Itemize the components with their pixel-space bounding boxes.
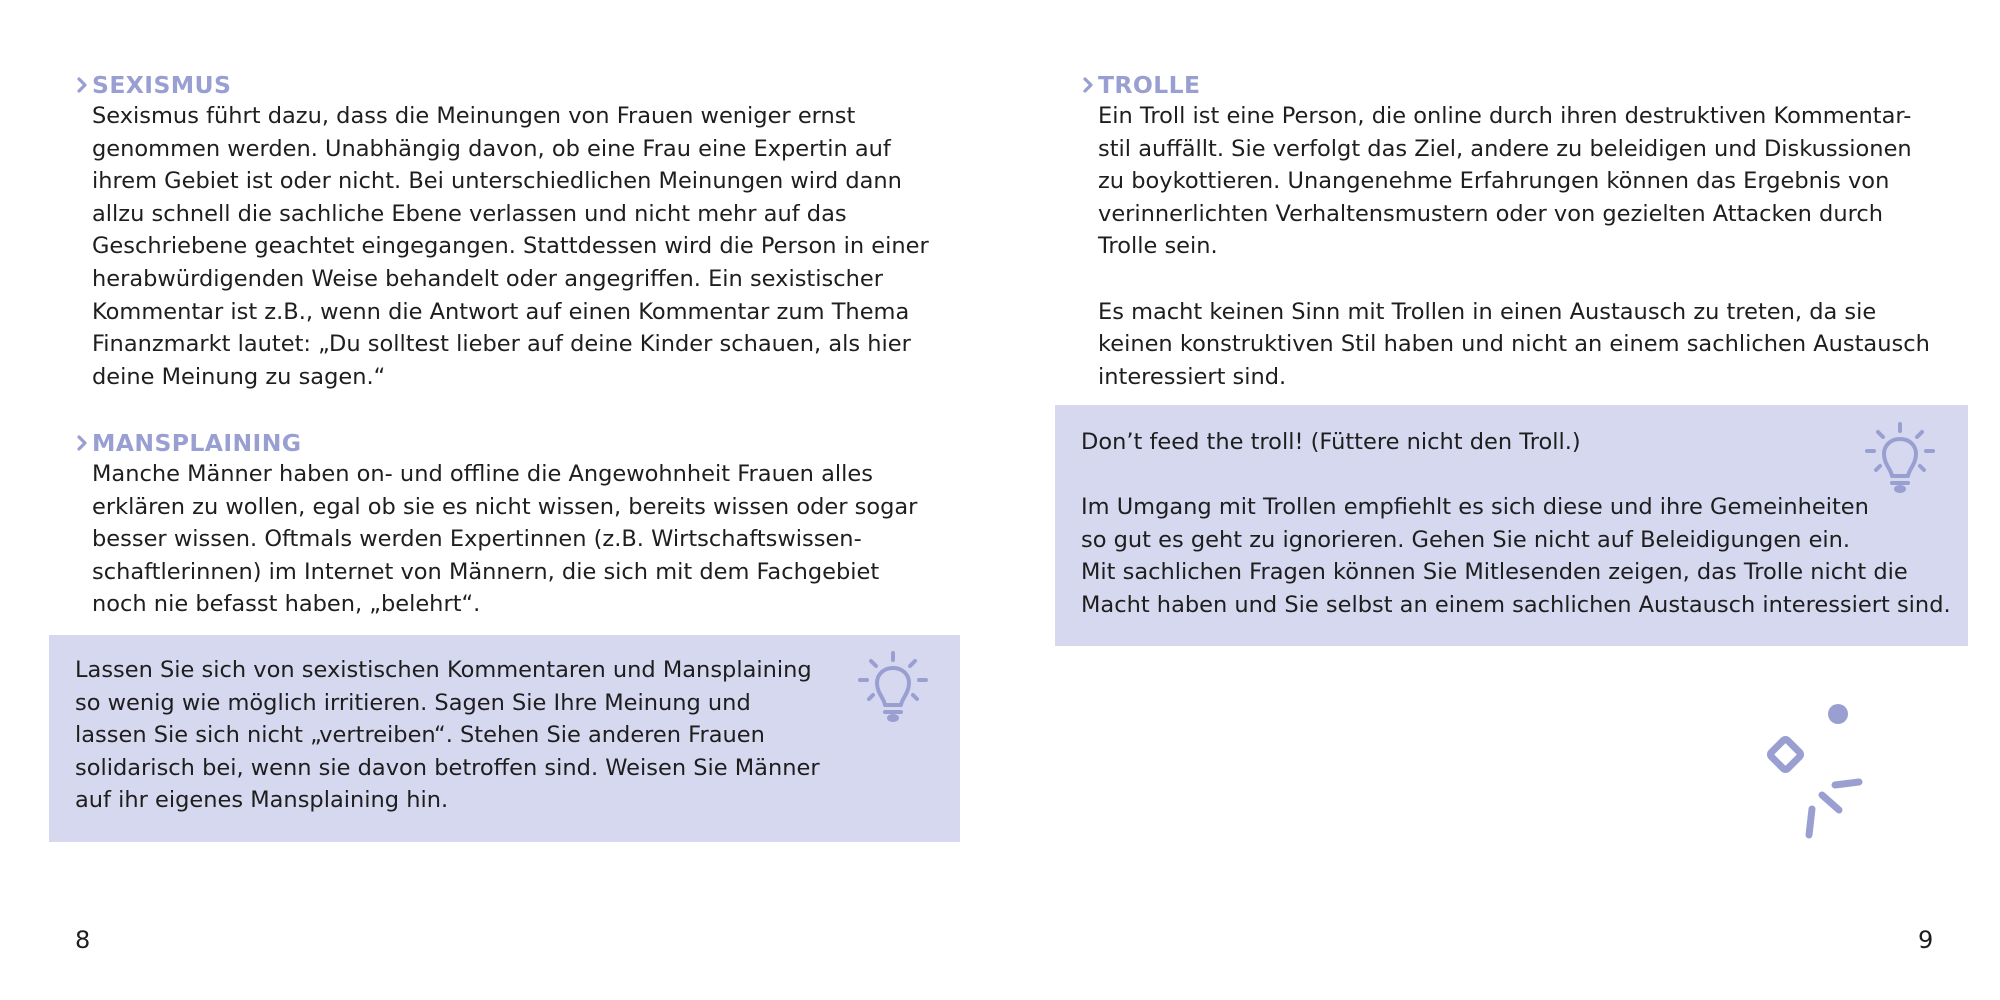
tip-box [1055,405,1968,646]
section-trolle [1098,70,1978,393]
tip-title: Don’t feed the troll! (Füttere nicht den Troll.) [1081,429,1581,455]
section-heading [74,428,952,458]
tip-text: Lassen Sie sich von sexistischen Kommentaren und Mansplaining so wenig wie möglich irritieren. Sagen Sie Ihre Meinung und lassen Sie sich nicht „vertreiben“. Stehen Sie anderen Frauen solidarisch bei, wenn sie davon betroffen sind. Weisen Sie Männer auf ihr eigenes Mansplaining hin. [75,657,820,814]
page-number: 9 [1918,926,1934,954]
lightbulb-icon [853,649,933,729]
section-heading [1080,70,1978,100]
chevron-right-icon [74,431,92,455]
section-heading [74,70,952,100]
section-body-text: Sexismus führt dazu, dass die Meinungen von Frauen weniger ernst genommen werden. Unabhängig davon, ob eine Frau eine Expertin auf ihrem Gebiet ist oder nicht. Bei unterschiedlichen Meinungen wird dann allzu schnell die sachliche Ebene verlassen und nicht mehr auf das Geschriebene geachtet eingegangen. Stattdessen wird die Person in einer herabwürdigenden Weise behandelt oder angegriffen. Ein sexistischer Kommentar ist z.B., wenn die Antwort auf einen Kommentar zum Thema Finanzmarkt lautet: „Du solltest lieber auf deine Kinder schauen, als hier deine Meinung zu sagen.“ [92,103,929,390]
section-heading-label: SEXISMUS [92,71,232,99]
section-sexismus [92,70,952,393]
section-body-text: Es macht keinen Sinn mit Trollen in einen Austausch zu treten, da sie keinen konstruktiven Stil haben und nicht an einem sachlichen Austausch interessiert sind. [1098,298,1930,390]
tip-box [49,635,960,842]
section-heading-label: MANSPLAINING [92,429,302,457]
section-body-text: Ein Troll ist eine Person, die online durch ihren destruktiven Kommentar- stil auffällt. Sie verfolgt das Ziel, andere zu beleidigen und Diskussionen zu boykottieren. Unangenehme Erfahrungen können das Ergebnis von verinnerlichten Verhaltensmustern oder von gezielten Attacken durch Trolle sein. [1098,103,1912,260]
section-mansplaining [92,428,952,621]
page-number: 8 [75,926,91,954]
chevron-right-icon [74,73,92,97]
tip-text: Im Umgang mit Trollen empfiehlt es sich diese und ihre Gemeinheiten so gut es geht zu ignorieren. Gehen Sie nicht auf Beleidigungen ein. Mit sachlichen Fragen können Sie Mitlesenden zeigen, das Trolle nicht die Macht haben und Sie selbst an einem sachlichen Austausch interessiert sind. [1081,494,1951,618]
confetti-icon [1755,700,1875,850]
lightbulb-icon [1860,420,1940,500]
section-heading-label: TROLLE [1098,71,1201,99]
section-body-text: Manche Männer haben on- und offline die Angewohnheit Frauen alles erklären zu wollen, egal ob sie es nicht wissen, bereits wissen oder sogar besser wissen. Oftmals werden Expertinnen (z.B. Wirtschaftswissen- schaftlerinnen) im Internet von Männern, die sich mit dem Fachgebiet noch nie befasst haben, „belehrt“. [92,461,918,618]
right-page [1000,0,2000,1000]
chevron-right-icon [1080,73,1098,97]
